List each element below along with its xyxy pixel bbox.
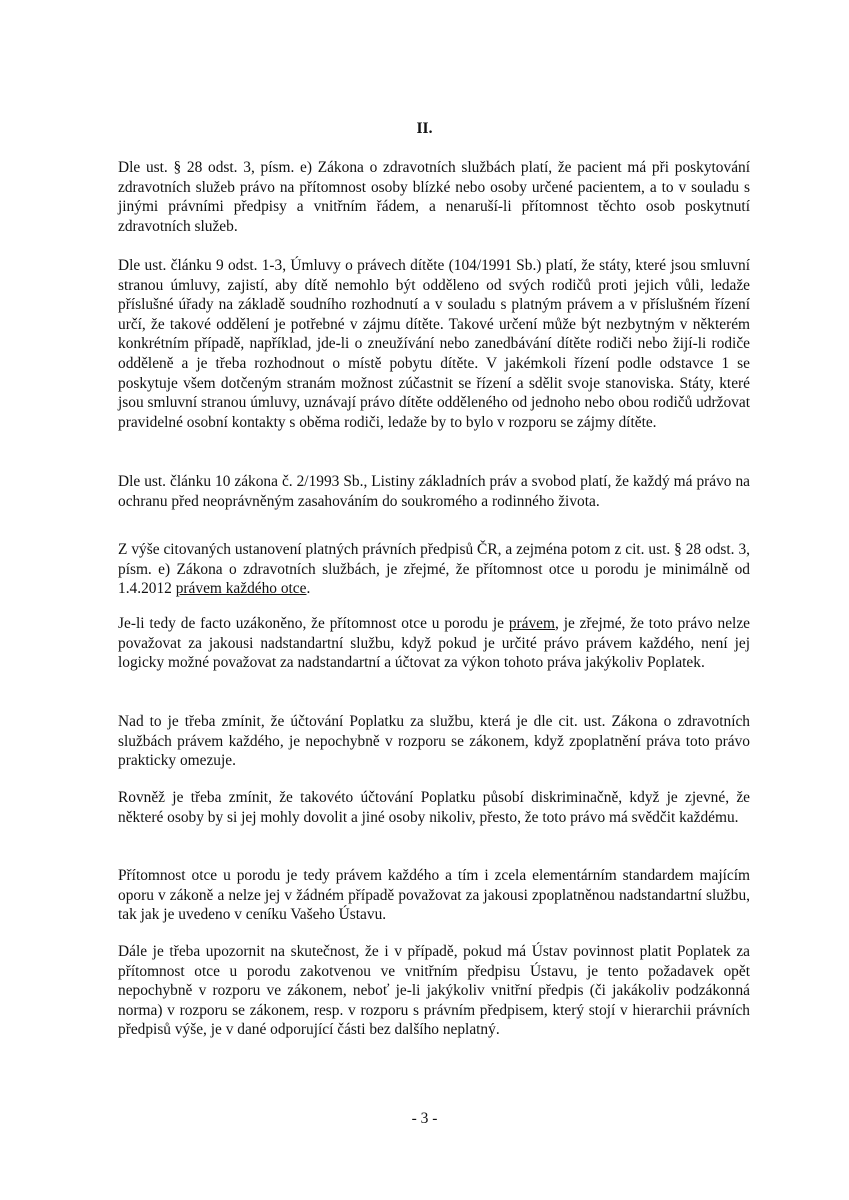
paragraph-4 [118, 540, 750, 599]
paragraph-5-text: Je-li tedy de facto uzákoněno, že přítomnost otce u porodu je [118, 615, 509, 632]
paragraph-4-underlined: právem každého otce [175, 580, 307, 598]
paragraph-3: Dle ust. článku 10 zákona č. 2/1993 Sb., Listiny základních práv a svobod platí, že každý má právo na ochranu před neoprávněným zasahováním do soukromého a rodinného života. [118, 473, 750, 510]
paragraph-2: Dle ust. článku 9 odst. 1-3, Úmluvy o právech dítěte (104/1991 Sb.) platí, že státy, které jsou smluvní stranou úmluvy, zajistí, aby dítě nemohlo být odděleno od svých rodičů proti jejich vůli, ledaže příslušné úřady na základě soudního rozhodnutí a v souladu s platným právem a v příslušném řízení určí, že takové oddělení je potřebné v zájmu dítěte. Takové určení může být nezbytným v některém konkrétním případě, například, jde-li o zneužívání nebo zanedbávání dítěte rodiči nebo žijí-li rodiče odděleně a je třeba rozhodnout o místě pobytu dítěte. V jakémkoli řízení podle odstavce 1 se poskytuje všem dotčeným stranám možnost zúčastnit se řízení a sdělit svoje stanoviska. Státy, které jsou smluvní stranou úmluvy, uznávají právo dítěte odděleného od jednoho nebo obou rodičů udržovat pravidelné osobní kontakty s oběma rodiči, ledaže by to bylo v rozporu se zájmy dítěte. [118, 257, 750, 431]
paragraph-5 [118, 614, 750, 673]
paragraph-5-underlined: právem [508, 615, 555, 632]
paragraph-9: Dále je třeba upozornit na skutečnost, že i v případě, pokud má Ústav povinnost platit Poplatek za přítomnost otce u porodu zakotvenou ve vnitřním předpisu Ústavu, je tento požadavek opět nepochybně v rozporu ve zákonem, neboť je-li jakýkoliv vnitřní předpis (či jakákoliv podzákonná norma) v rozporu se zákonem, resp. v rozporu s právním předpisem, který stojí v hierarchii právních předpisů výše, je v dané odporující části bez dalšího neplatný. [118, 943, 750, 1039]
paragraph-1: Dle ust. § 28 odst. 3, písm. e) Zákona o zdravotních službách platí, že pacient má při poskytování zdravotních služeb právo na přítomnost osoby blízké nebo osoby určené pacientem, a to v souladu s jinými právními předpisy a vnitřním řádem, a nenaruší-li přítomnost těchto osob poskytnutí zdravotních služeb. [118, 159, 750, 235]
paragraph-6: Nad to je třeba zmínit, že účtování Poplatku za službu, která je dle cit. ust. Zákona o zdravotních službách právem každého, je nepochybně v rozporu se zákonem, když zpoplatnění práva toto právo prakticky omezuje. [118, 713, 750, 770]
paragraph-5-rest: , je zřejmé, že toto právo nelze považovat za jakousi nadstandartní službu, když pokud je určité právo právem každého, není jej logicky možné považovat za nadstandartní a účtovat za výkon tohoto práva jakýkoliv Poplatek. [118, 615, 750, 672]
paragraph-8: Přítomnost otce u porodu je tedy právem každého a tím i zcela elementárním standardem majícím oporu v zákoně a nelze jej v žádném případě považovat za jakousi zpoplatněnou nadstandartní službu, tak jak je uvedeno v ceníku Vašeho Ústavu. [118, 867, 750, 924]
page-number: - 3 - [411, 1110, 438, 1127]
paragraph-7: Rovněž je třeba zmínit, že takovéto účtování Poplatku působí diskriminačně, když je zjevné, že některé osoby by si jej mohly dovolit a jiné osoby nikoliv, přesto, že toto právo má svědčit každému. [118, 789, 750, 826]
paragraph-4-text: Z výše citovaných ustanovení platných právních předpisů ČR, a zejména potom z cit. ust. § 28 odst. 3, písm. e) Zákona o zdravotních službách, je zřejmé, že přítomnost otce u porodu je minimálně od 1.4.2012 [118, 541, 750, 598]
paragraph-4-end: . [306, 580, 311, 598]
section-heading: II. [416, 120, 433, 137]
